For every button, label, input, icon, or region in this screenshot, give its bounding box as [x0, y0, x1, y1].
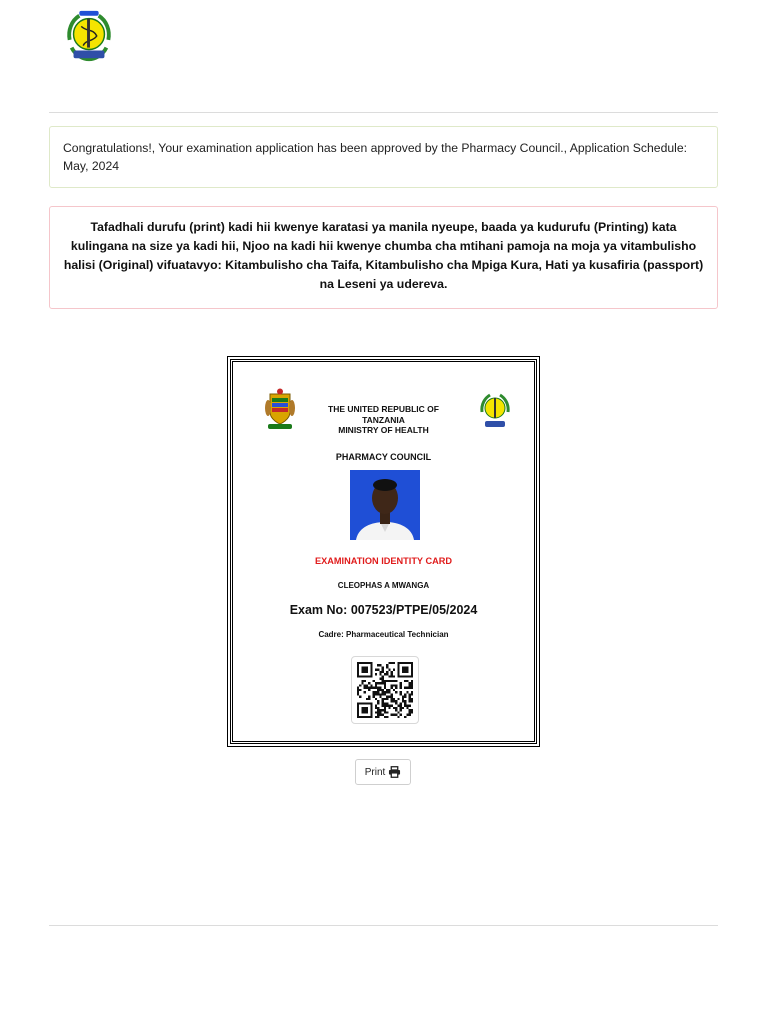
card-title: EXAMINATION IDENTITY CARD — [315, 556, 452, 566]
candidate-name: CLEOPHAS A MWANGA — [337, 581, 430, 590]
council-name: PHARMACY COUNCIL — [335, 452, 432, 462]
council-logo-icon — [477, 390, 513, 430]
examination-identity-card — [227, 356, 540, 747]
pharmacy-council-logo — [60, 7, 118, 65]
card-header-line1: THE UNITED REPUBLIC OF — [328, 404, 439, 414]
top-divider — [49, 112, 718, 113]
printer-icon — [388, 766, 401, 778]
qr-code — [351, 656, 419, 724]
candidate-cadre: Cadre: Pharmaceutical Technician — [318, 630, 449, 639]
card-header-line3: MINISTRY OF HEALTH — [338, 425, 429, 435]
card-header-line2: TANZANIA — [362, 414, 405, 425]
candidate-photo — [350, 470, 420, 540]
print-button[interactable] — [355, 759, 411, 785]
print-instructions-alert: Tafadhali durufu (print) kadi hii kwenye karatasi ya manila nyeupe, baada ya kudurufu (Printing) kata kulingana na size ya kadi hii, Njoo na kadi hii kwenye chumba cha mtihani pamoja na moja ya vitambulisho halisi (Original) vifuatavyo: Kitambulisho cha Taifa, Kitambulisho cha Mpiga Kura, Hati ya kusafiria (passport) na Leseni ya udereva. — [49, 206, 718, 309]
bottom-divider — [49, 925, 718, 926]
exam-number: Exam No: 007523/PTPE/05/2024 — [289, 603, 478, 617]
approval-alert: Congratulations!, Your examination application has been approved by the Pharmacy Council., Application Schedule: May, 2024 — [49, 126, 718, 188]
print-label: Print — [364, 766, 386, 778]
qr-code-image — [357, 662, 413, 718]
